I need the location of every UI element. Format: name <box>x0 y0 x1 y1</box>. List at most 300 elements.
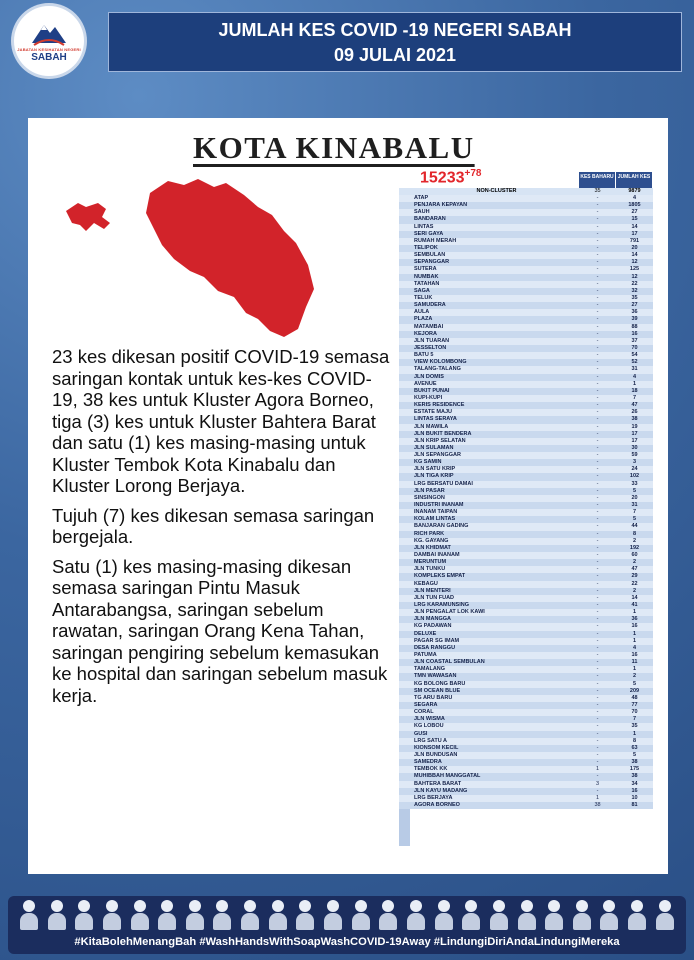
frontliner-icon <box>516 900 538 930</box>
table-row <box>399 638 653 645</box>
table-row <box>399 695 653 702</box>
cluster-total-cases: 17 <box>631 230 638 237</box>
table-row <box>399 338 653 345</box>
description-paragraph-2: Tujuh (7) kes dikesan semasa saringan bergejala. <box>52 504 375 547</box>
table-row <box>399 209 653 216</box>
total-cases-new: +78 <box>464 168 482 179</box>
cluster-name: MATAMBAI <box>414 323 444 330</box>
cluster-new-cases: - <box>596 737 599 744</box>
cluster-name: DAMBAI INANAM <box>414 552 460 559</box>
cluster-new-cases: - <box>596 387 599 394</box>
footer-hashtags: #KitaBolehMenangBah #WashHandsWithSoapWashCOVID-19Away #LindungiDiriAndaLindungiMereka <box>74 936 620 948</box>
cluster-name: TELUK <box>414 294 433 301</box>
sabah-health-logo <box>14 6 84 76</box>
cluster-name: SEGARA <box>414 701 438 708</box>
description-paragraph-1: 23 kes dikesan positif COVID-19 semasa saringan kontak untuk kes-kes COVID-19, 38 kes untuk Kluster Agora Borneo, tiga (3) kes untuk Kluster Bahtera Barat dan satu (1) kes masing-masing untuk Kluster Tembok Kota Kinabalu dan Kluster Lorong Berjaya. <box>52 346 390 496</box>
cluster-new-cases: - <box>596 437 599 444</box>
cluster-name: SAUH <box>414 209 430 216</box>
table-row <box>399 352 653 359</box>
cluster-new-cases: - <box>596 759 599 766</box>
table-row <box>399 759 653 766</box>
cluster-name: RICH PARK <box>414 530 445 537</box>
total-cases <box>420 168 481 187</box>
cluster-total-cases: 16 <box>631 330 638 337</box>
cluster-name: TEMBOK KK <box>414 766 448 773</box>
cluster-total-cases: 26 <box>631 409 638 416</box>
table-row <box>399 245 653 252</box>
cluster-new-cases: - <box>596 602 599 609</box>
cluster-name: JLN KRIP SELATAN <box>414 437 466 444</box>
cluster-name: SEMBULAN <box>414 252 446 259</box>
frontliner-icon <box>626 900 648 930</box>
frontliner-icon <box>322 900 344 930</box>
cluster-total-cases: 17 <box>631 437 638 444</box>
cluster-total-cases: 5 <box>632 487 637 494</box>
cluster-name: SINSINGON <box>414 494 445 501</box>
cluster-name: JLN PASAR <box>414 487 445 494</box>
cluster-name: MUHIBBAH MANGGATAL <box>414 773 481 780</box>
cluster-new-cases: - <box>596 594 599 601</box>
col-new-cases: KES BAHARU <box>579 172 616 188</box>
table-row <box>399 309 653 316</box>
frontliner-icon <box>571 900 593 930</box>
cluster-new-cases: - <box>596 552 599 559</box>
cluster-name: PAGAR SG IMAM <box>414 637 460 644</box>
table-row <box>399 431 653 438</box>
table-row <box>399 645 653 652</box>
cluster-total-cases: 52 <box>631 359 638 366</box>
table-row <box>399 324 653 331</box>
cluster-name: JESSELTON <box>414 344 447 351</box>
frontliner-icon <box>350 900 372 930</box>
table-row <box>399 381 653 388</box>
table-row <box>399 259 653 266</box>
table-row <box>399 416 653 423</box>
table-row <box>399 666 653 673</box>
cluster-name: GUSI <box>414 730 428 737</box>
cluster-name: INDUSTRI INANAM <box>414 502 464 509</box>
cluster-total-cases: 8 <box>632 737 637 744</box>
cluster-new-cases: - <box>596 652 599 658</box>
cluster-new-cases: - <box>596 609 599 616</box>
cluster-name: KOMPLEKS EMPAT <box>414 573 466 580</box>
cluster-total-cases: 38 <box>631 759 638 766</box>
cluster-total-cases: 59 <box>631 452 638 459</box>
cluster-new-cases: - <box>596 787 599 794</box>
cluster-new-cases: - <box>596 287 599 294</box>
cluster-new-cases: - <box>596 530 599 537</box>
cluster-new-cases: - <box>596 223 599 230</box>
table-row <box>399 709 653 716</box>
cluster-total-cases: 5 <box>632 680 637 687</box>
district-title: KOTA KINABALU <box>193 130 475 165</box>
cluster-total-cases: 17 <box>631 430 638 437</box>
cluster-name: PLAZA <box>414 316 433 323</box>
cluster-name: CORAL <box>414 709 434 716</box>
cluster-name: JLN KHIDMAT <box>414 544 451 551</box>
cluster-name: PENJARA KEPAYAN <box>414 202 468 209</box>
cluster-new-cases: - <box>596 773 599 780</box>
cluster-name: JLN TUARAN <box>414 337 450 344</box>
frontliner-icon <box>377 900 399 930</box>
cluster-name: JLN MAWILA <box>414 423 449 430</box>
cluster-total-cases: 15 <box>631 216 638 223</box>
cluster-total-cases: 14 <box>631 223 638 230</box>
cluster-name: AULA <box>414 309 430 316</box>
cluster-total-cases: 19 <box>631 423 638 430</box>
cluster-total-cases: 31 <box>631 366 638 373</box>
cluster-name: LRG BERSATU DAMAI <box>414 480 473 487</box>
cluster-total-cases: 22 <box>631 580 638 587</box>
cluster-total-cases: 88 <box>631 323 638 330</box>
cluster-new-cases: - <box>596 716 599 723</box>
cluster-new-cases: - <box>596 723 599 730</box>
table-row <box>399 523 653 530</box>
frontliner-icon <box>654 900 676 930</box>
cluster-total-cases: 38 <box>631 416 638 423</box>
table-row <box>399 588 653 595</box>
cluster-new-cases: - <box>596 409 599 416</box>
cluster-name: SAGA <box>414 287 430 294</box>
cluster-total-cases: 44 <box>631 523 638 530</box>
frontliner-illustrations <box>18 900 676 934</box>
cluster-name: ATAP <box>414 195 429 201</box>
cluster-total-cases: 30 <box>631 444 638 451</box>
non-cluster-row <box>399 188 653 195</box>
case-description <box>52 346 392 714</box>
non-cluster-total: 9879 <box>628 188 641 194</box>
table-row <box>399 516 653 523</box>
cluster-name: SUTERA <box>414 266 437 273</box>
cluster-new-cases: - <box>596 244 599 251</box>
cluster-total-cases: 77 <box>631 701 638 708</box>
cluster-total-cases: 7 <box>632 509 637 516</box>
cluster-total-cases: 35 <box>631 723 638 730</box>
cluster-name: KG LOBOU <box>414 723 444 730</box>
cluster-new-cases: - <box>596 366 599 373</box>
cluster-new-cases: - <box>596 394 599 401</box>
cluster-total-cases: 5 <box>632 516 637 523</box>
table-row <box>399 559 653 566</box>
table-row <box>399 566 653 573</box>
table-row <box>399 274 653 281</box>
cluster-total-cases: 7 <box>632 716 637 723</box>
cluster-name: AGORA BORNEO <box>414 801 460 808</box>
cluster-new-cases: - <box>596 316 599 323</box>
cluster-name: TATAHAN <box>414 280 440 287</box>
table-row <box>399 374 653 381</box>
cluster-new-cases: - <box>596 480 599 487</box>
cluster-total-cases: 54 <box>631 352 638 359</box>
cluster-name: VIEW KOLOMBONG <box>414 359 467 366</box>
cluster-total-cases: 33 <box>631 480 638 487</box>
cluster-total-cases: 2 <box>632 587 637 594</box>
cluster-total-cases: 8 <box>632 530 637 537</box>
table-row <box>399 302 653 309</box>
cluster-total-cases: 35 <box>631 294 638 301</box>
table-row <box>399 252 653 259</box>
cluster-total-cases: 5 <box>632 751 637 758</box>
cluster-name: JLN KAYU MADANG <box>414 787 468 794</box>
frontliner-icon <box>101 900 123 930</box>
cluster-new-cases: - <box>596 416 599 423</box>
cluster-new-cases: - <box>596 280 599 287</box>
frontliner-icon <box>18 900 40 930</box>
cluster-name: NUMBAK <box>414 273 439 280</box>
cluster-name: SAMUDERA <box>414 302 446 309</box>
cluster-total-cases: 4 <box>632 373 637 380</box>
cluster-name: BUKIT PUNAI <box>414 387 450 394</box>
frontliner-icon <box>460 900 482 930</box>
table-row <box>399 345 653 352</box>
cluster-new-cases: - <box>596 509 599 516</box>
cluster-total-cases: 2 <box>632 537 637 544</box>
cluster-new-cases: - <box>596 580 599 587</box>
table-row <box>399 438 653 445</box>
frontliner-icon <box>488 900 510 930</box>
table-row <box>399 623 653 630</box>
table-row <box>399 224 653 231</box>
cluster-name: KG SAMIN <box>414 459 442 466</box>
cluster-new-cases: - <box>596 566 599 573</box>
cluster-new-cases: - <box>596 473 599 480</box>
table-row <box>399 388 653 395</box>
table-row <box>399 395 653 402</box>
table-row <box>399 688 653 695</box>
table-row <box>399 202 653 209</box>
cluster-total-cases: 22 <box>631 280 638 287</box>
cluster-name: KERIS RESIDENCE <box>414 402 465 409</box>
frontliner-icon <box>433 900 455 930</box>
cluster-total-cases: 3 <box>632 459 637 466</box>
cluster-total-cases: 63 <box>631 744 638 751</box>
table-row <box>399 702 653 709</box>
col-total-cases: JUMLAH KES <box>616 172 653 188</box>
cluster-new-cases: - <box>596 352 599 359</box>
cluster-name: KEJORA <box>414 330 437 337</box>
table-row <box>399 195 653 202</box>
cluster-name: TAMALANG <box>414 666 446 673</box>
description-paragraph-3: Satu (1) kes masing-masing dikesan semasa saringan Pintu Masuk Antarabangsa, saringan sebelum rawatan, saringan Orang Kena Tahan, saringan pengiring sebelum kemasukan ke hospital dan saringan sebelum masuk kerja. <box>52 555 388 706</box>
table-row <box>399 231 653 238</box>
table-row <box>399 766 653 773</box>
header-title: JUMLAH KES COVID -19 NEGERI SABAH <box>218 20 572 40</box>
cluster-name: DELUXE <box>414 630 437 637</box>
cluster-total-cases: 16 <box>631 623 638 630</box>
cluster-new-cases: - <box>596 537 599 544</box>
cluster-total-cases: 37 <box>631 337 638 344</box>
cluster-name: PATUMA <box>414 652 437 658</box>
cluster-rows <box>399 195 653 809</box>
table-row <box>399 752 653 759</box>
total-cases-value: 15233 <box>420 169 465 187</box>
table-row <box>399 616 653 623</box>
cluster-new-cases: - <box>596 487 599 494</box>
cluster-new-cases: - <box>596 673 599 680</box>
cluster-total-cases: 209 <box>629 687 640 694</box>
frontliner-icon <box>156 900 178 930</box>
cluster-total-cases: 192 <box>629 544 640 551</box>
footer-banner <box>8 896 686 954</box>
cluster-total-cases: 39 <box>631 316 638 323</box>
table-row <box>399 288 653 295</box>
cluster-name: TMN WAWASAN <box>414 673 457 680</box>
cluster-new-cases: - <box>596 309 599 316</box>
table-row <box>399 802 653 809</box>
cluster-total-cases: 175 <box>629 766 640 773</box>
cluster-new-cases: - <box>596 337 599 344</box>
frontliner-icon <box>211 900 233 930</box>
cluster-total-cases: 12 <box>631 259 638 266</box>
cluster-new-cases: - <box>596 459 599 466</box>
frontliner-icon <box>239 900 261 930</box>
cluster-total-cases: 47 <box>631 566 638 573</box>
cluster-name: KIONSOM KECIL <box>414 744 459 751</box>
cluster-name: JLN SEPANGGAR <box>414 452 461 459</box>
cluster-total-cases: 32 <box>631 287 638 294</box>
frontliner-icon <box>294 900 316 930</box>
logo-word: SABAH <box>31 52 67 63</box>
cluster-new-cases: - <box>596 623 599 630</box>
cluster-name: JLN COASTAL SEMBULAN <box>414 659 485 666</box>
cluster-name: SERI GAYA <box>414 230 444 237</box>
table-row <box>399 602 653 609</box>
cluster-new-cases: - <box>596 237 599 244</box>
cluster-total-cases: 70 <box>631 344 638 351</box>
cluster-total-cases: 36 <box>631 309 638 316</box>
cluster-new-cases: - <box>596 516 599 523</box>
cluster-new-cases: - <box>596 444 599 451</box>
cluster-name: KEBAGU <box>414 580 438 587</box>
table-row <box>399 738 653 745</box>
table-row <box>399 331 653 338</box>
table-row <box>399 552 653 559</box>
cluster-total-cases: 791 <box>629 237 640 244</box>
table-row <box>399 238 653 245</box>
cluster-new-cases: 1 <box>595 766 600 773</box>
kota-kinabalu-map <box>58 173 328 343</box>
frontliner-icon <box>543 900 565 930</box>
table-row <box>399 488 653 495</box>
cluster-total-cases: 31 <box>631 502 638 509</box>
table-row <box>399 581 653 588</box>
cluster-new-cases: - <box>596 630 599 637</box>
table-row <box>399 359 653 366</box>
cluster-name: BANDARAN <box>414 216 446 223</box>
cluster-new-cases: - <box>596 694 599 701</box>
cluster-name: BANJARAN GADING <box>414 523 469 530</box>
cluster-name: RUMAH MERAH <box>414 237 457 244</box>
header-banner <box>108 12 682 72</box>
cluster-name: LINTAS <box>414 223 434 230</box>
cluster-name: JLN BUNDUSAN <box>414 751 458 758</box>
table-header <box>579 172 653 188</box>
cluster-total-cases: 38 <box>631 773 638 780</box>
cluster-total-cases: 70 <box>631 709 638 716</box>
cluster-total-cases: 102 <box>629 473 640 480</box>
cluster-name: JLN MENTERI <box>414 587 451 594</box>
table-row <box>399 531 653 538</box>
cluster-total-cases: 20 <box>631 244 638 251</box>
cluster-total-cases: 16 <box>631 787 638 794</box>
cluster-new-cases: - <box>596 616 599 623</box>
mountain-emblem-icon <box>30 19 68 47</box>
cluster-new-cases: - <box>596 266 599 273</box>
cluster-total-cases: 14 <box>631 594 638 601</box>
table-row <box>399 295 653 302</box>
table-row <box>399 495 653 502</box>
table-row <box>399 473 653 480</box>
table-row <box>399 459 653 466</box>
table-row <box>399 466 653 473</box>
table-row <box>399 673 653 680</box>
cluster-total-cases: 47 <box>631 402 638 409</box>
cluster-name: SM OCEAN BLUE <box>414 687 461 694</box>
cluster-new-cases: - <box>596 502 599 509</box>
cluster-name: SAMEDRA <box>414 759 442 766</box>
frontliner-icon <box>129 900 151 930</box>
cluster-name: JLN TUN FUAD <box>414 594 455 601</box>
cluster-new-cases: - <box>596 423 599 430</box>
cluster-name: JLN MANGGA <box>414 616 451 623</box>
table-row <box>399 788 653 795</box>
table-row <box>399 538 653 545</box>
cluster-name: JLN SATU KRIP <box>414 466 456 473</box>
table-row <box>399 409 653 416</box>
cluster-new-cases: - <box>596 709 599 716</box>
content-panel <box>28 118 668 874</box>
cluster-new-cases: - <box>596 359 599 366</box>
cluster-total-cases: 27 <box>631 302 638 309</box>
cluster-total-cases: 11 <box>631 659 638 666</box>
table-row <box>399 609 653 616</box>
cluster-new-cases: - <box>596 644 599 651</box>
cluster-new-cases: - <box>596 216 599 223</box>
cluster-total-cases: 14 <box>631 252 638 259</box>
cluster-new-cases: - <box>596 544 599 551</box>
cluster-new-cases: - <box>596 195 599 201</box>
cluster-new-cases: - <box>596 744 599 751</box>
table-row <box>399 745 653 752</box>
table-row <box>399 424 653 431</box>
cluster-total-cases: 18 <box>631 387 638 394</box>
table-row <box>399 316 653 323</box>
header-date: 09 JULAI 2021 <box>333 45 457 65</box>
cluster-total-cases: 4 <box>632 644 637 651</box>
table-row <box>399 509 653 516</box>
cluster-new-cases: - <box>596 466 599 473</box>
table-row <box>399 773 653 780</box>
cluster-new-cases: - <box>596 373 599 380</box>
cluster-name: KOLAM LINTAS <box>414 516 456 523</box>
cluster-new-cases: - <box>596 330 599 337</box>
cluster-new-cases: - <box>596 587 599 594</box>
cluster-name: LRG BERJAYA <box>414 794 453 801</box>
cluster-total-cases: 48 <box>631 694 638 701</box>
frontliner-icon <box>184 900 206 930</box>
cluster-new-cases: - <box>596 294 599 301</box>
cluster-new-cases: - <box>596 680 599 687</box>
table-row <box>399 266 653 273</box>
table-row <box>399 659 653 666</box>
table-row <box>399 652 653 659</box>
cluster-name: AVENUE <box>414 380 437 387</box>
cluster-new-cases: - <box>596 666 599 673</box>
cluster-new-cases: - <box>596 430 599 437</box>
cluster-name: TELIPOK <box>414 244 438 251</box>
frontliner-icon <box>405 900 427 930</box>
cluster-new-cases: 38 <box>594 801 601 808</box>
